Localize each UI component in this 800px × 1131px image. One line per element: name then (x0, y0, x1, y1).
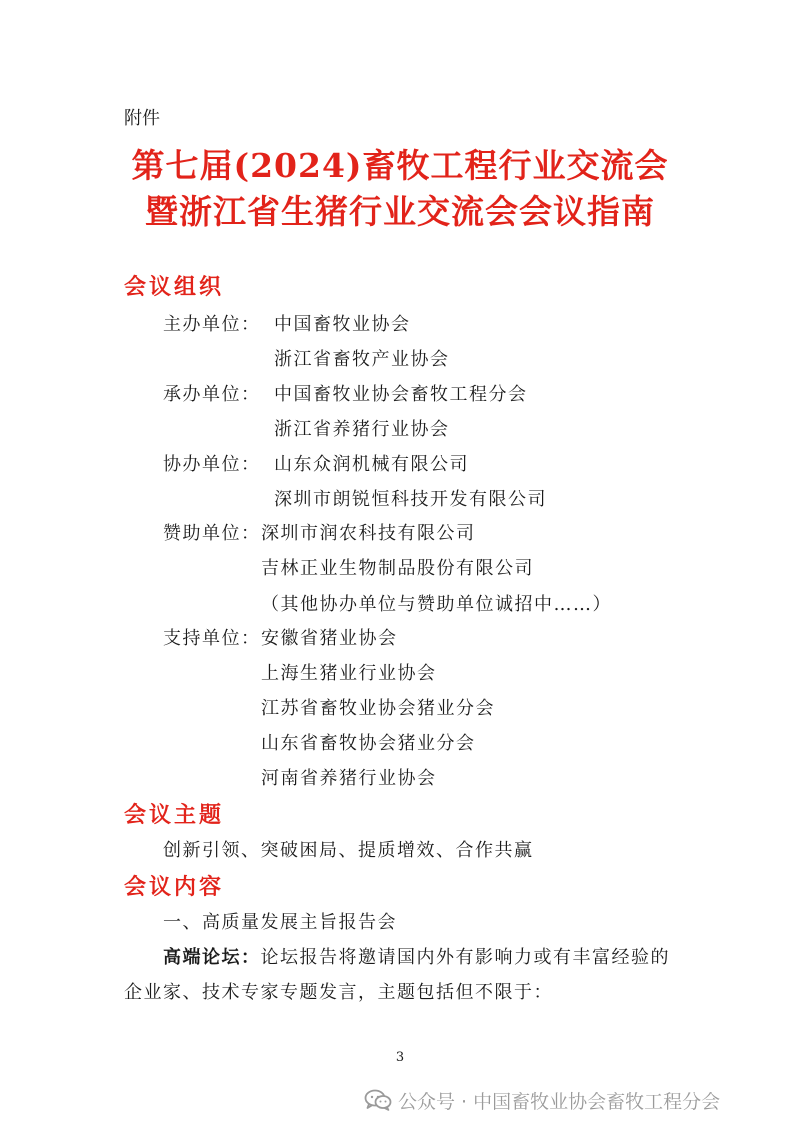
sponsor-unit-1: 深圳市润农科技有限公司 (261, 523, 476, 544)
attachment-label: 附件 (124, 108, 160, 129)
host-unit-1: 中国畜牧业协会 (274, 314, 411, 335)
support-unit-4: 山东省畜牧协会猪业分会 (261, 733, 476, 754)
title-line-2: 暨浙江省生猪行业交流会会议指南 (145, 192, 655, 231)
forum-paragraph-line-1 (163, 943, 670, 969)
forum-paragraph-line-2: 企业家、技术专家专题发言，主题包括但不限于： (124, 982, 553, 1003)
wechat-watermark (364, 1086, 720, 1114)
theme-text: 创新引领、突破困局、提质增效、合作共赢 (163, 840, 534, 861)
sponsor-note: （其他协办单位与赞助单位诚招中……） (261, 594, 612, 615)
section-content-heading: 会议内容 (124, 875, 225, 900)
sponsor-label: 赞助单位： (163, 523, 261, 544)
wechat-icon (364, 1089, 392, 1111)
support-unit-3: 江苏省畜牧业协会猪业分会 (261, 698, 495, 719)
coorganizer-unit-1: 山东众润机械有限公司 (274, 454, 469, 475)
watermark-text: 公众号 · 中国畜牧业协会畜牧工程分会 (398, 1090, 721, 1113)
organizer-unit-1: 中国畜牧业协会畜牧工程分会 (274, 384, 528, 405)
page-number: 3 (395, 1050, 405, 1065)
section-organization-heading: 会议组织 (124, 275, 225, 300)
content-item-1: 一、高质量发展主旨报告会 (163, 912, 397, 933)
host-label: 主办单位： (163, 314, 261, 335)
organizer-label: 承办单位： (163, 384, 261, 405)
forum-label: 高端论坛： (163, 947, 261, 968)
section-theme-heading: 会议主题 (124, 803, 225, 828)
host-unit-2: 浙江省畜牧产业协会 (274, 349, 450, 370)
coorganizer-label: 协办单位： (163, 454, 261, 475)
title-line-1: 第七届(2024)畜牧工程行业交流会 (131, 146, 669, 185)
support-unit-5: 河南省养猪行业协会 (261, 768, 437, 789)
support-unit-1: 安徽省猪业协会 (261, 628, 398, 649)
sponsor-unit-2: 吉林正业生物制品股份有限公司 (261, 558, 534, 579)
organizer-unit-2: 浙江省养猪行业协会 (274, 419, 450, 440)
support-label: 支持单位： (163, 628, 261, 649)
coorganizer-unit-2: 深圳市朗锐恒科技开发有限公司 (274, 489, 547, 510)
forum-text-1: 论坛报告将邀请国内外有影响力或有丰富经验的 (260, 947, 670, 968)
support-unit-2: 上海生猪业行业协会 (261, 663, 437, 684)
